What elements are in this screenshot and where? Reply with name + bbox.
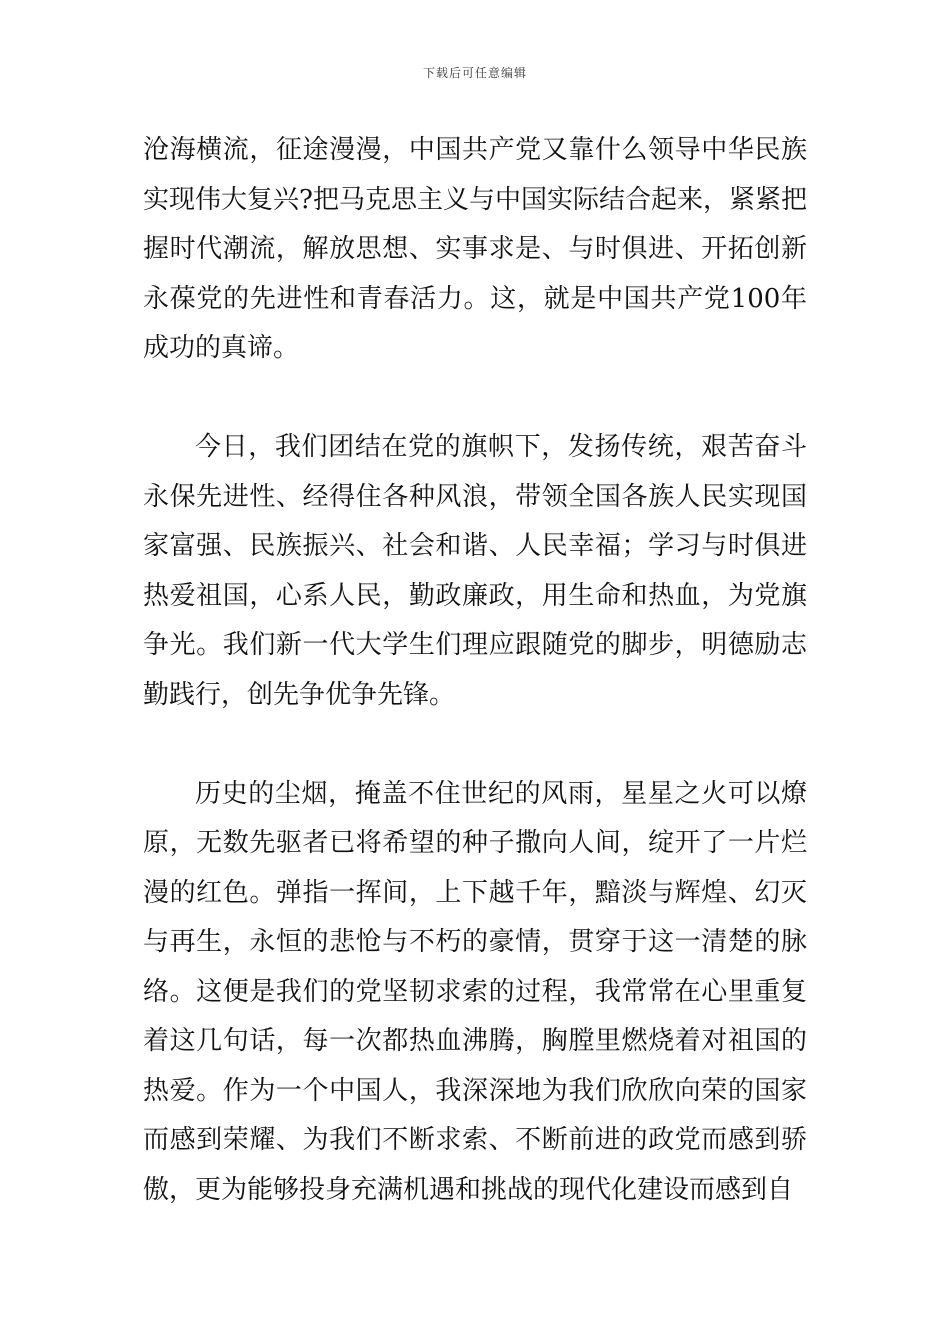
- paragraph-3: 历史的尘烟，掩盖不住世纪的风雨，星星之火可以燎原，无数先驱者已将希望的种子撒向人间，绽开了一片烂漫的红色。弹指一挥间，上下越千年，黯淡与辉煌、幻灭与再生，永恒的悲怆与不朽的豪情，贯穿于这一清楚的脉络。这便是我们的党坚韧求索的过程，我常常在心里重复着这几句话，每一次都热血沸腾，胸膛里燃烧着对祖国的热爱。作为一个中国人，我深深地为我们欣欣向荣的国家而感到荣耀、为我们不断求索、不断前进的政党而感到骄傲，更为能够投身充满机遇和挑战的现代化建设而感到自: [143, 778, 807, 1205]
- document-body: [143, 126, 807, 1215]
- paragraph-1: 沧海横流，征途漫漫，中国共产党又靠什么领导中华民族实现伟大复兴?把马克思主义与中国实际结合起来，紧紧把握时代潮流，解放思想、实事求是、与时俱进、开拓创新永葆党的先进性和青春活力。这，就是中国共产党100年成功的真谛。: [143, 135, 807, 363]
- paragraph-2: 今日，我们团结在党的旗帜下，发扬传统，艰苦奋斗永保先进性、经得住各种风浪，带领全国各族人民实现国家富强、民族振兴、社会和谐、人民幸福；学习与时俱进热爱祖国，心系人民，勤政廉政，用生命和热血，为党旗争光。我们新一代大学生们理应跟随党的脚步，明德励志勤践行，创先争优争先锋。: [143, 432, 807, 710]
- header-note: 下载后可任意编辑: [422, 66, 527, 80]
